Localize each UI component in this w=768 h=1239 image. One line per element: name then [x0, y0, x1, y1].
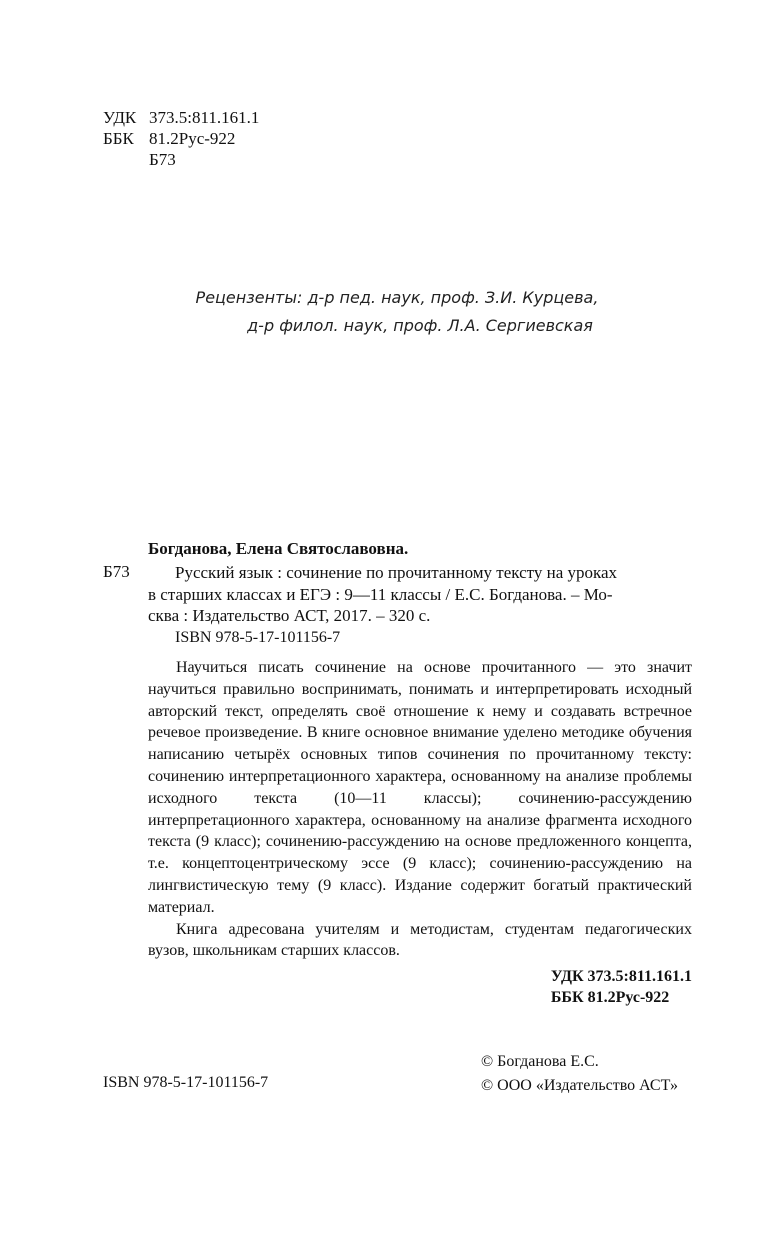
udk-key: УДК	[103, 108, 137, 127]
author-mark: Б73	[149, 150, 176, 169]
abstract	[148, 657, 692, 962]
bibliography-description	[148, 562, 618, 627]
bibliography-author: Богданова, Елена Святославовна.	[148, 539, 409, 558]
bibliography-line-2: в старших классах и ЕГЭ : 9—11 классы / Е.С. Богданова. – Мо-	[148, 584, 613, 604]
classification-bbk: ББК 81.2Рус-922	[550, 989, 670, 1006]
abstract-paragraph-2: Книга адресована учителям и методистам, студентам педагогических вузов, школьникам старших классов.	[148, 920, 692, 960]
udk-row	[103, 107, 259, 128]
copyright-block	[481, 1050, 678, 1098]
reviewers-line-2: д-р филол. наук, проф. Л.А. Сергиевская	[247, 316, 593, 335]
copyright-author: © Богданова Е.С.	[481, 1053, 599, 1070]
classification-codes	[551, 966, 692, 1008]
footer-isbn: ISBN 978-5-17-101156-7	[103, 1074, 269, 1091]
bibliography-author-mark: Б73	[103, 562, 130, 581]
classification-udk: УДК 373.5:811.161.1	[550, 968, 692, 985]
bibliography-isbn: ISBN 978-5-17-101156-7	[175, 629, 341, 646]
udk-header-block	[103, 107, 259, 170]
copyright-publisher: © ООО «Издательство АСТ»	[481, 1077, 678, 1094]
bibliography-line-1: Русский язык : сочинение по прочитанному тексту на уроках	[175, 563, 618, 582]
reviewers-line-1: Рецензенты: д-р пед. наук, проф. З.И. Курцева,	[195, 288, 599, 307]
bbk-key: ББК	[103, 129, 134, 148]
bbk-row	[103, 128, 259, 149]
bbk-value: 81.2Рус-922	[149, 129, 236, 148]
abstract-paragraph-1: Научиться писать сочинение на основе прочитанного — это значит научиться правильно воспринимать, понимать и интерпретировать исходный авторский текст, определять своё отношение к нему и создавать встречное речевое произведение. В книге основное внимание уделено методике обучения написанию четырёх основных типов сочинения по прочитанному тексту: сочинению интерпретационного характера, основанному на анализе проблемы исходного текста (10—11 классы); сочинению-рассуждению интерпретационного характера, основанному на анализе фрагмента исходного текста (9 класс); сочинению-рассуждению на основе предложенного концепта, т.е. концептоцентрическому эссе (9 класс); сочинению-рассуждению на лингвистическую тему (9 класс). Издание содержит богатый практический материал.	[148, 659, 692, 916]
bibliography-line-3: сква : Издательство АСТ, 2017. – 320 с.	[148, 606, 431, 625]
udk-value: 373.5:811.161.1	[149, 108, 260, 127]
reviewers	[0, 284, 768, 340]
